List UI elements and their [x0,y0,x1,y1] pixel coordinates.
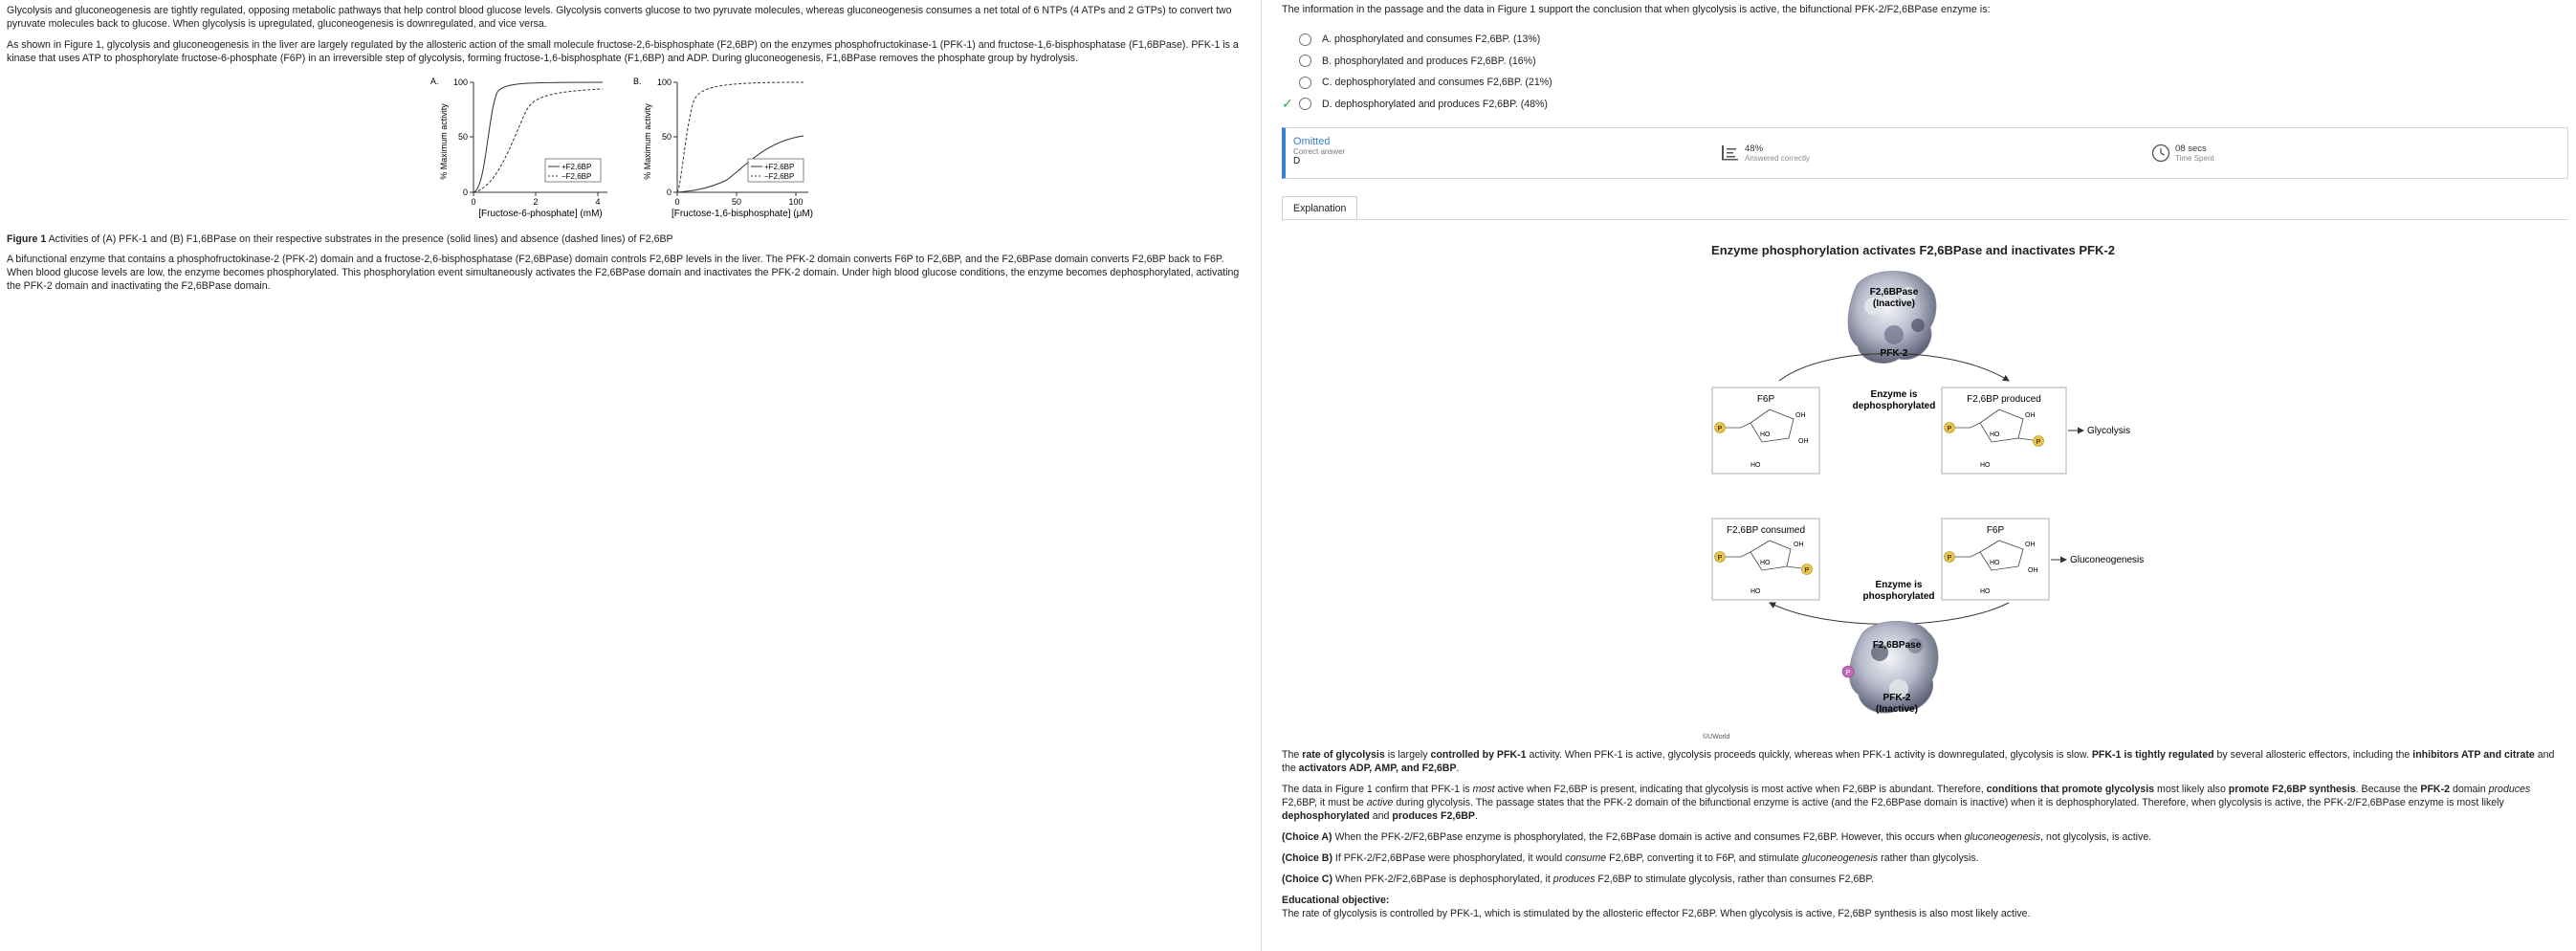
figure-caption-label: Figure 1 [7,233,47,245]
box-f26-produced-title: F2,6BP produced [1967,394,2041,405]
ho-label: HO [1980,588,1991,595]
radio-button-b[interactable] [1299,55,1311,67]
percent-value: 48% [1745,144,1764,154]
panel-a-xtick-2: 2 [533,197,539,207]
dephos-label-2: dephosphorylated [1852,401,1936,411]
panel-b-label: B. [633,77,642,86]
gluconeogenesis-label: Gluconeogenesis [2070,555,2145,565]
ho-label: HO [1980,462,1991,469]
oh-label: OH [2025,412,2036,419]
panel-b-ytick-50: 50 [661,132,672,142]
enzyme-dephosphorylated [1848,272,1936,364]
educational-objective-title: Educational objective: [1282,895,1390,906]
panel-b-xtick-100: 100 [788,197,804,207]
status-text: Omitted [1293,136,1331,147]
explanation-text [1282,748,2568,928]
explanation-paragraph-1: The rate of glycolysis is largely controlled by PFK-1 activity. When PFK-1 is active, glycolysis proceeds quickly, whereas when PFK-1 activity is downregulated, glycolysis is slow. PFK-1 is tightly regulated by several allosteric effectors, including the inhibitors ATP and citrate and the activators ADP, AMP, and F2,6BP. [1282,749,2555,774]
correct-answer-label: Correct answer [1293,147,1346,156]
panel-a-legend-minus: −F2,6BP [561,172,592,181]
panel-b-xtick-50: 50 [731,197,742,207]
percent-label: Answered correctly [1745,154,1811,163]
phos-label-1: Enzyme is [1875,580,1923,590]
top-inactive-label: (Inactive) [1873,299,1915,309]
choice-d[interactable] [1282,94,1552,116]
panel-divider [1261,0,1262,951]
choice-a[interactable] [1282,29,1552,51]
panel-b-ytick-100: 100 [656,77,672,87]
time-value: 08 secs [2175,144,2207,154]
panel-a-xlabel: [Fructose-6-phosphate] (mM) [478,209,603,219]
phosphate-p: P [1947,555,1952,562]
panel-b-ytick-0: 0 [666,188,672,197]
panel-a-legend-plus: +F2,6BP [561,163,592,171]
box-f6p-bottom [1942,519,2049,600]
time-label: Time Spent [2175,154,2214,163]
enzyme-phosphate-p: P [1845,670,1851,676]
question-stem: The information in the passage and the data in Figure 1 support the conclusion that when glycolysis is active, the bifunctional PFK-2/F2,6BPase enzyme is: [1282,4,1991,15]
question-panel [1282,0,2568,951]
tab-divider [1282,219,2568,220]
figure-panel-b [633,77,813,219]
phosphorylation-diagram [1703,268,2145,741]
glycolysis-label: Glycolysis [2087,426,2131,436]
phosphate-p: P [1717,426,1723,432]
ho-label: HO [1990,560,2000,566]
box-f6p-title: F6P [1756,394,1775,405]
tab-explanation[interactable]: Explanation [1282,196,1357,220]
choice-a-explanation: (Choice A) When the PFK-2/F2,6BPase enzyme is phosphorylated, the F2,6BPase domain is active and consumes F2,6BP. However, this occurs when gluconeogenesis, not glycolysis, is active. [1282,831,2152,843]
box-f26bp-produced [1942,387,2066,474]
ho-label: HO [1760,431,1771,438]
bottom-pfk2-label: PFK-2 [1882,693,1911,703]
box-f26-consumed-title: F2,6BP consumed [1726,525,1806,536]
answer-status [1293,136,1345,166]
top-pfk2-label: PFK-2 [1880,348,1908,359]
panel-b-legend-minus: −F2,6BP [764,172,795,181]
enzyme-phosphorylated [1842,621,1938,715]
percent-correct [1721,144,1810,163]
passage-panel [0,0,1261,951]
figure-panel-a [430,77,607,219]
phosphorylation-arrow [1770,603,2009,625]
figure-1 [421,75,851,228]
answer-choices [1282,29,1552,115]
panel-a-ytick-50: 50 [457,132,468,142]
passage-paragraph-3: A bifunctional enzyme that contains a phosphofructokinase-2 (PFK-2) domain and a fructose-2,6-bisphosphatase (F2,6BPase) domain controls F2,6BP levels in the liver. The PFK-2 domain converts F6P to F2,6BP, and the F2,6BPase domain converts F2,6BP back to F6P. When blood glucose levels are low, the enzyme becomes phosphorylated. This phosphorylation event simultaneously activates the F2,6BPase domain and inactivates the PFK-2 domain. Under high blood glucose conditions, the enzyme becomes dephosphorylated, activating the PFK-2 domain and inactivating the F2,6BPase domain. [7,254,1240,292]
bottom-inactive-label: (Inactive) [1876,704,1918,715]
clock-icon [2151,144,2170,163]
passage-paragraph-2: As shown in Figure 1, glycolysis and gluconeogenesis in the liver are largely regulated by the allosteric action of the small molecule fructose-2,6-bisphosphate (F2,6BP) on the enzymes phosphofructokinase-1 (PFK-1) and fructose-1,6-bisphosphatase (F1,6BPase). PFK-1 is a kinase that uses ATP to phosphorylate fructose-6-phosphate (F6P) in an irreversible step of glycolysis, forming fructose-1,6-bisphosphate (F1,6BP) and ADP. During gluconeogenesis, F1,6BPase removes the phosphate group by hydrolysis. [7,39,1239,64]
top-f26bpase-label: F2,6BPase [1869,287,1919,298]
figure-caption-text: Activities of (A) PFK-1 and (B) F1,6BPase on their respective substrates in the presence (solid lines) and absence (dashed lines) of F2,6BP [46,233,673,245]
choice-c[interactable] [1282,72,1552,94]
oh-label: OH [2028,567,2038,574]
panel-b-xlabel: [Fructose-1,6-bisphosphate] (μM) [671,209,814,219]
panel-a-ytick-0: 0 [462,188,468,197]
radio-button-c[interactable] [1299,77,1311,89]
box-f6p-2-title: F6P [1986,525,2005,536]
panel-b-ylabel: % Maximum activity [643,103,652,180]
phosphate-p: P [1804,567,1810,574]
choice-c-explanation: (Choice C) When PFK-2/F2,6BPase is dephosphorylated, it produces F2,6BP to stimulate glycolysis, rather than consumes F2,6BP. [1282,874,1875,885]
time-spent [2151,144,2214,163]
phos-label-2: phosphorylated [1862,591,1935,602]
oh-label: OH [1798,438,1809,445]
correct-answer-value: D [1293,156,1301,166]
radio-button-d[interactable] [1299,98,1311,110]
ho-label: HO [1750,588,1761,595]
dephos-label-1: Enzyme is [1870,389,1918,400]
oh-label: OH [2025,542,2036,548]
panel-a-xtick-4: 4 [595,197,601,207]
choice-a-text: A. phosphorylated and consumes F2,6BP. (13%) [1322,33,1541,46]
ho-label: HO [1760,560,1771,566]
oh-label: OH [1794,542,1804,548]
ho-label: HO [1990,431,2000,438]
panel-a-label: A. [430,77,439,86]
choice-d-text: D. dephosphorylated and produces F2,6BP. (48%) [1322,98,1548,110]
phosphate-p: P [1947,426,1952,432]
result-stats-bar [1282,127,2568,179]
panel-b-xtick-0: 0 [674,197,680,207]
choice-b[interactable] [1282,51,1552,73]
panel-a-xtick-0: 0 [471,197,476,207]
box-f6p-top [1712,387,1819,474]
oh-label: OH [1795,412,1806,419]
panel-a-ytick-100: 100 [452,77,468,87]
phosphate-p: P [1717,555,1723,562]
choice-b-text: B. phosphorylated and produces F2,6BP. (16%) [1322,55,1536,67]
panel-b-legend-plus: +F2,6BP [764,163,795,171]
bottom-f26bpase-label: F2,6BPase [1872,640,1922,651]
choice-b-explanation: (Choice B) If PFK-2/F2,6BPase were phosphorylated, it would consume F2,6BP, converting it to F6P, and stimulate gluconeogenesis rather than glycolysis. [1282,852,1979,864]
panel-a-ylabel: % Maximum activity [439,103,449,180]
figure-caption [7,233,673,245]
educational-objective-text: The rate of glycolysis is controlled by PFK-1, which is stimulated by the allosteric effector F2,6BP. When glycolysis is active, F2,6BP synthesis is also most likely active. [1282,908,2031,919]
radio-button-a[interactable] [1299,33,1311,46]
choice-c-text: C. dephosphorylated and consumes F2,6BP. (21%) [1322,77,1552,89]
copyright: ©UWorld [1703,734,1730,741]
passage-paragraph-1: Glycolysis and gluconeogenesis are tightly regulated, opposing metabolic pathways that help control blood glucose levels. Glycolysis converts glucose to two pyruvate molecules, whereas gluconeogenesis consumes a net total of 6 NTPs (4 ATPs and 2 GTPs) to convert two pyruvate molecules back to glucose. When glycolysis is upregulated, gluconeogenesis is downregulated, and vice versa. [7,5,1232,30]
box-f26bp-consumed [1712,519,1819,600]
ho-label: HO [1750,462,1761,469]
bar-chart-icon [1721,144,1740,162]
diagram-title: Enzyme phosphorylation activates F2,6BPase and inactivates PFK-2 [1711,243,2115,257]
explanation-paragraph-2: The data in Figure 1 confirm that PFK-1 is most active when F2,6BP is present, indicating that glycolysis is most active when F2,6BP is abundant. Therefore, conditions that promote glycolysis most likely also promote F2,6BP synthesis. Because the PFK-2 domain produces F2,6BP, it must be active during glycolysis. The passage states that the PFK-2 domain of the bifunctional enzyme is active (and the F2,6BPase domain is inactive) when it is dephosphorylated. Therefore, when glycolysis is active, the PFK-2/F2,6BPase enzyme is most likely dephosphorylated and produces F2,6BP. [1282,784,2531,822]
phosphate-p: P [2036,439,2041,446]
correct-check-icon: ✓ [1282,96,1293,112]
